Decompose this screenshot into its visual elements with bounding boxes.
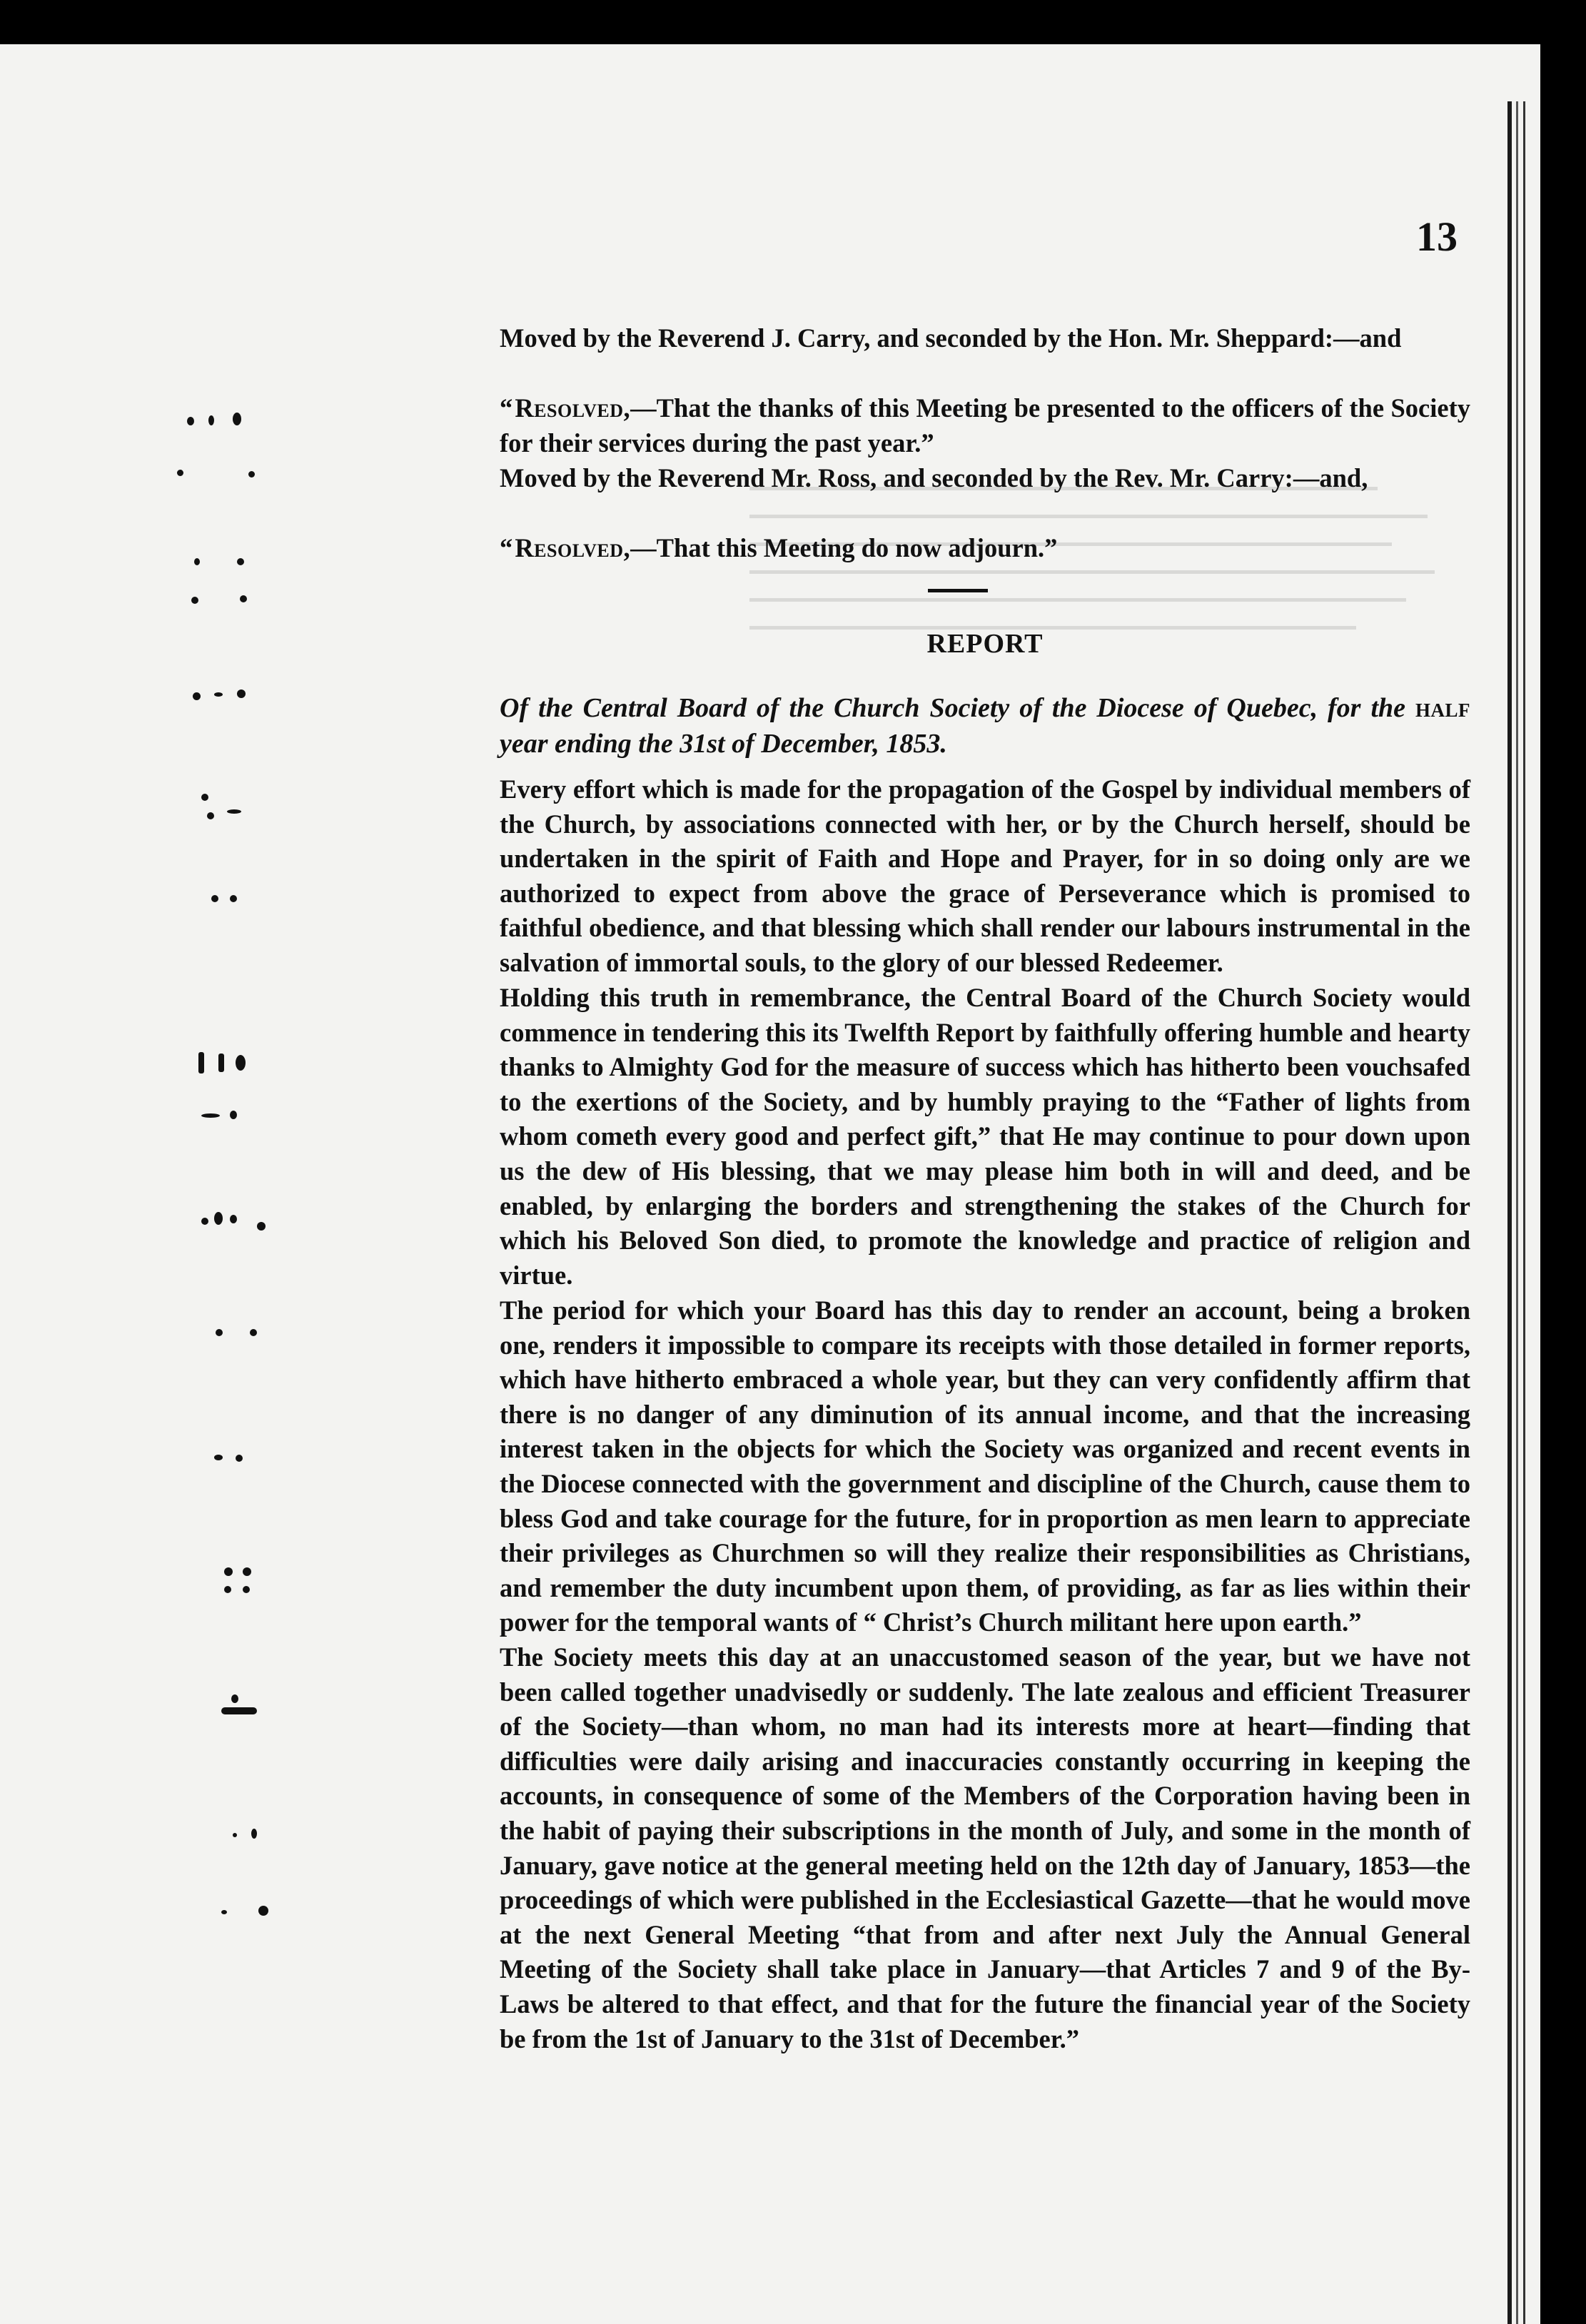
margin-speck [243,1586,250,1593]
margin-speck [193,692,201,700]
margin-speck [208,415,214,425]
subtitle-text: year ending the 31st of December, 1853. [500,729,947,759]
report-paragraph: Every effort which is made for the propagation of the Gospel by individual members of the Church, by associations connected with her, or by the Church herself, should be undertaken in the spirit of Faith and Hope and Prayer, for in so doing only are we authorized to expect from above the grace of Perseverance which is promised to faithful obedience, and that blessing which shall render our labours instrumental in the salvation of immortal souls, to the glory of our blessed Redeemer. [500,774,1470,977]
margin-speck [187,417,194,425]
page-number: 13 [1416,213,1458,260]
margin-speck [177,470,183,476]
report-paragraph: Holding this truth in remembrance, the Central Board of the Church Society would commence in tendering this its Twelfth Report by faithfully offering humble and hearty thanks to Almighty God for the measure of success which has hitherto been vouchsafed to the exertions of the Society, and by humbly praying to the “Father of lights from whom cometh every good and perfect gift,” that He may continue to pour down upon us the dew of His blessing, that we may please him both in will and deed, and be enabled, by enlarging the borders and strengthening the stakes of the Church for which his Beloved Son died, to promote the knowledge and practice of religion and virtue. [500,983,1470,1290]
margin-speck [211,895,218,902]
margin-speck [230,1215,237,1223]
resolution-text: —That this Meeting do now adjourn.” [630,533,1058,562]
page-edge-shadow [1516,101,1518,2324]
motion-paragraph [500,321,1470,356]
margin-speck [224,1586,231,1593]
report-paragraph: The Society meets this day at an unaccustomed season of the year, but we have not been called together unadvisedly or suddenly. The late zealous and efficient Treasurer of the Society—than whom, no man had its interests more at heart—finding that difficulties were daily arising and inaccuracies constantly occurring in keeping the accounts, in consequence of some of the Members of the Corporation having been in the habit of paying their subscriptions in the month of July, and some in the month of January, gave notice at the general meeting held on the 12th day of January, 1853—the proceedings of which were published in the Ecclesiastical Gazette—that he would move at the next General Meeting “that from and after next July the Annual General Meeting of the Society shall take place in January—that Articles 7 and 9 of the By-Laws be altered to that effect, and that for the future the financial year of the Society be from the 1st of January to the 31st of December.” [500,1642,1470,2053]
page-edge-shadow [1523,101,1525,2324]
resolution-text: —That the thanks of this Meeting be presented to the officers of the Society for their services during the past year.” [500,393,1470,458]
report-heading: REPORT [926,629,1044,659]
margin-speck [218,1054,224,1072]
resolution-paragraph: “ Resolved,—That this Meeting do now adjourn.” [500,533,1058,562]
margin-speck [233,413,241,425]
margin-speck [201,1218,208,1225]
resolution-paragraph: “ Resolved,—That the thanks of this Meeting be presented to the officers of the Society for their services during the past year.” [500,393,1470,458]
section-divider [928,589,988,592]
report-subtitle [500,690,1470,762]
document-page [0,44,1540,2324]
margin-speck [231,1694,238,1703]
margin-speck [227,809,241,814]
margin-speck [191,597,198,604]
margin-speck [248,471,255,478]
subtitle-text: Of the Central Board of the Church Society of the Diocese of Quebec, for the [500,693,1406,723]
margin-speck [194,558,200,565]
margin-speck [240,595,247,602]
margin-speck [236,1055,246,1071]
report-paragraph: The period for which your Board has this day to render an account, being a broken one, renders it impossible to compare its receipts with those detailed in former reports, which have hitherto embraced a whole year, but they can very confidently affirm that there is no danger of any diminution of its annual income, and that the increasing interest taken in the objects for which the Society was organized and recent events in the Diocese connected with the government and discipline of the Church, cause them to bless God and take courage for the future, for in proportion as men learn to appreciate their privileges as Churchmen so will they realize their responsibilities as Christians, and remember the duty incumbent upon them, of providing, as far as lies within their power for the temporal wants of “ Christ’s Church militant here upon earth.” [500,1295,1470,1637]
resolved-label: Resolved, [515,393,631,423]
margin-speck [230,1111,237,1119]
margin-speck [201,794,208,801]
margin-speck [214,1212,223,1225]
margin-speck [201,1113,220,1118]
page-edge-shadow [1507,101,1512,2324]
margin-speck [250,1329,257,1336]
margin-speck [224,1567,233,1576]
margin-speck [198,1052,204,1073]
margin-speck [230,895,237,902]
margin-speck [233,1833,237,1837]
margin-speck [258,1906,268,1916]
margin-speck [221,1910,227,1914]
motion-text: Moved by the Reverend Mr. Ross, and seconded by the Rev. Mr. Carry:—and, [500,463,1368,492]
margin-speck [237,689,246,698]
margin-speck [243,1567,251,1576]
motion-paragraph [500,461,1470,496]
margin-speck [214,692,223,697]
subtitle-half: half [1415,693,1471,723]
margin-speck [214,1455,223,1460]
margin-speck [236,1455,243,1462]
margin-speck [216,1329,223,1336]
margin-speck [257,1222,266,1231]
margin-speck [251,1829,257,1839]
margin-speck [237,558,244,565]
resolved-label: Resolved, [515,533,631,562]
margin-speck [207,812,214,819]
motion-text: Moved by the Reverend J. Carry, and seconded by the Hon. Mr. Sheppard:—and [500,323,1402,353]
margin-speck [221,1707,257,1714]
